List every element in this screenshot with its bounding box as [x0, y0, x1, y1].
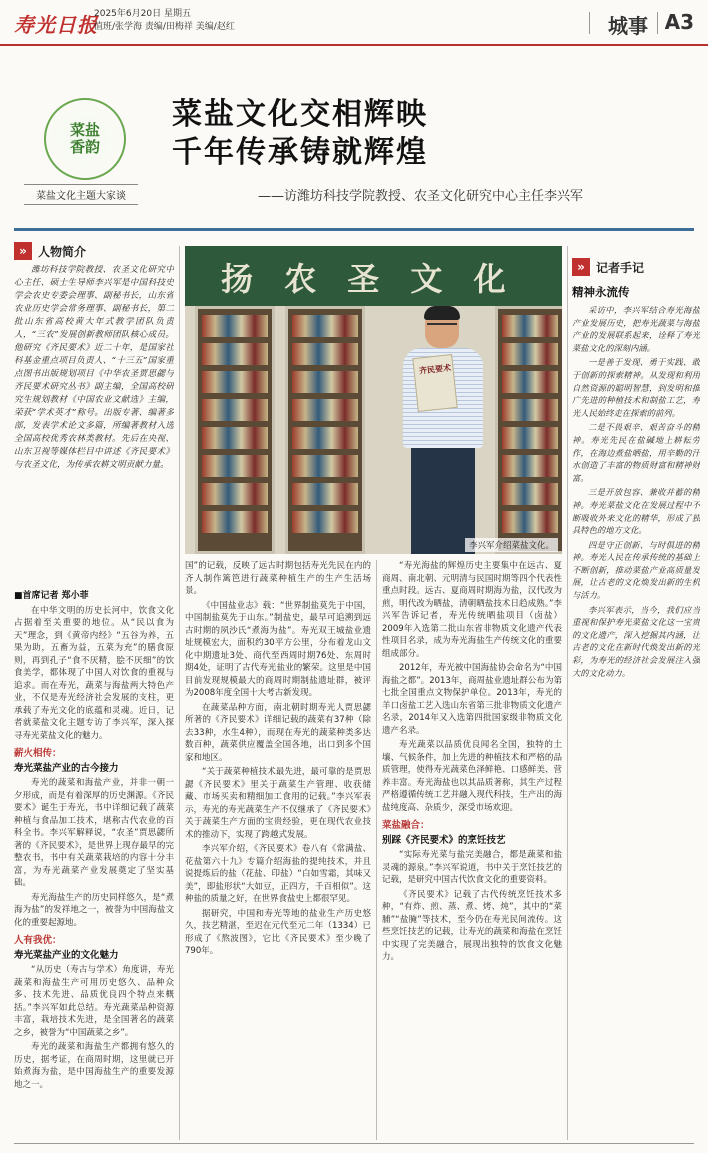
wall-banner-text: 扬 农 圣 文 化 [221, 260, 516, 298]
date-text: 2025年6月20日 星期五 [94, 9, 191, 19]
headline [172, 96, 612, 172]
masthead-divider [589, 12, 590, 34]
section-paragraph: 寿光的蔬菜和海盐产业，并非一朝一夕形成，而是有着深厚的历史渊源。《齐民要术》诞生于寿光，书中详细记载了蔬菜种植与食品加工技术，堪称古代农业的百科全书。李兴军解释说，“农圣”贾思勰所著的《齐民要术》，是世界上现存最早的完整农书，书中有关蔬菜栽培的内容十分丰富，为寿光蔬菜产业发展奠定了坚实基础。 [14, 778, 174, 888]
badge-emblem [44, 98, 126, 180]
article-paragraph: “关于蔬菜种植技术最先进，最可靠的是贾思勰《齐民要术》里关于蔬菜生产管理、收获储藏、市场买卖和精细加工食用的记载。”李兴军表示，寿光的寿光蔬菜生产不仅继承了《齐民要术》关于蔬菜生产方面的宝贵经验，更在现代农业技术的推动下，实现了跨越式发展。 [185, 767, 371, 840]
badge-char: 香韵 [69, 138, 101, 156]
article-paragraph: 2012年，寿光被中国海盐协会命名为“中国海盐之都”。2013年，商周盐业遗址群公布为第七批全国重点文物保护单位。2013年，寿光的羊口卤盐工艺入选山东省第三批非物质文化遗产名录，2014年又入选第四批国家级非物质文化遗产名录。 [382, 663, 562, 736]
notes-text [572, 304, 700, 1149]
headline-line: 千年传承铸就辉煌 [172, 135, 428, 170]
article-paragraph: 寿光蔬菜以品质优良闻名全国，独特的土壤、气候条件，加上先进的种植技术和严格的品质管理，使得寿光蔬菜色泽鲜艳、口感鲜美、营养丰富。寿光海盐也以其品质著称，其生产过程严格遵循传统工艺并融入现代科技，生产出的海盐纯度高、杂质少，深受市场欢迎。 [382, 740, 562, 813]
article-paragraph: 在蔬菜品种方面，南北朝时期寿光人贾思勰所著的《齐民要术》详细记载的蔬菜有37种（除去33种，水生4种），而现在寿光的蔬菜种类多达数百种，蔬菜供应覆盖全国各地，出口到多个国家和地区。 [185, 702, 371, 763]
section-paragraph: “从历史（寿古与学术）角度讲，寿光蔬菜和海盐生产可用历史悠久、品种众多、技术先进、品质优良四个特点来概括。”李兴军如此总结。寿光蔬菜品种资源丰富，栽培技术先进，是全国著名的蔬菜之乡，被誉为“中国蔬菜之乡”。 [14, 965, 174, 1038]
photo-caption: 李兴军介绍菜盐文化。 [465, 538, 558, 552]
column-divider [376, 560, 377, 1140]
profile-paragraph: 潍坊科技学院教授、农圣文化研究中心主任、硕士生导师李兴军是中国科技史学会农史专委会理事、副秘书长，山东省农业历史学会常务理事、副秘书长，第二批山东省高校黄大年式教学团队负责人，“三农”发展创新教师团队核心成员。他研究《齐民要术》近二十年，是国家社科基金重点项目负责人、“十三五”国家重点图书出版规划项目《中华农圣贾思勰与齐民要术研究丛书》副主编，全国高校研究生规划教材《中国农业文献选》主编，荣获“学术英才”称号。出版专著、编著多部，发表学术论文多篇，所编著教材入选全国高校优秀农林类教材。先后在央视、山东卫视等媒体栏目中讲述《齐民要术》与农圣文化，为传承农耕文明贡献力量。 [14, 265, 174, 470]
bookshelf [285, 306, 365, 554]
column-divider [179, 246, 180, 1140]
section-label: 薪火相传： [14, 748, 62, 759]
notes-kicker [572, 258, 700, 276]
section-paragraph: 《齐民要术》记载了古代传统烹饪技术多种，“有炸、煎、蒸、煮、烤、炖”，其中的“菜脯”“盐腌”等技术，至今仍在寿光民间流传。这些烹饪技艺的记载，让寿光的蔬菜和海盐在烹饪中实现了完美融合，展现出独特的饮食文化魅力。 [382, 889, 562, 962]
dateline [94, 8, 235, 34]
notes-paragraph: 四是守正创新、与时俱进的精神。寿光人民在传承传统的基础上不断创新，推动菜盐产业高质量发展，让古老的文化焕发出新的生机与活力。 [572, 539, 700, 601]
headline-rule [14, 228, 694, 231]
section-paragraph: “实际寿光菜与盐完美融合，都是蔬菜和盐灵魂的源泉。”李兴军说道，书中关于烹饪技艺的记载，是研究中国古代饮食文化的重要资料。 [382, 850, 562, 885]
subhead: ——访潍坊科技学院教授、农圣文化研究中心主任李兴军 [258, 189, 584, 204]
bookshelf [495, 306, 562, 554]
notes-title: 精神永流传 [572, 285, 630, 299]
chevron-tag-icon: » [14, 242, 32, 260]
intro-paragraph: 在中华文明的历史长河中，饮食文化占据着至关重要的地位。从“民以食为天”理念，到《黄帝内经》“五谷为养，五果为助，五畜为益，五菜为充”的膳食原则，再到孔子“食不厌精，脍不厌细”的饮食美学，都体现了中国人对饮食的重视与追求。而在寿光，蔬菜与海盐两大特色产业，不仅是寿光经济社会发展的支柱，更承载了寿光文化的底蕴和灵魂。近日，记者就菜盐文化主题专访了李兴军，深入探寻寿光菜盐文化的魅力。 [14, 605, 174, 741]
section-title: 寿光菜盐产业的古今接力 [14, 762, 119, 774]
notes-paragraph: 李兴军表示，当今，我们应当重视和保护寿光菜盐文化这一宝贵的文化遗产，深入挖掘其内涵，让古老的文化在新时代焕发出新的光彩，为寿光的经济社会发展注入强大的文化动力。 [572, 604, 700, 678]
profile-kicker [14, 242, 86, 260]
section-name: 城事 [608, 14, 648, 38]
interviewee-figure [397, 308, 487, 554]
reporter-notes [572, 258, 700, 1149]
masthead [0, 0, 708, 46]
badge-caption: 菜盐文化主题大家谈 [24, 184, 138, 205]
column-badge [24, 98, 138, 205]
article-paragraph: 据研究，中国和寿光等地的盐业生产历史悠久，技艺精湛，至迟在元代至元二年（1334）已形成了《熬波图》，它比《齐民要术》至少晚了790年。 [185, 908, 371, 956]
section-title: 寿光菜盐产业的文化魅力 [14, 949, 119, 961]
kicker-label: 人物简介 [38, 244, 87, 259]
masthead-divider [657, 12, 658, 34]
chevron-tag-icon: » [572, 258, 590, 276]
column-divider [567, 246, 568, 1140]
profile-text [14, 264, 174, 582]
section-label: 人有我优： [14, 935, 62, 946]
middle-article-column [185, 560, 371, 1140]
book-title: 齐民要术 [418, 363, 452, 376]
notes-paragraph: 三是开放包容、兼收并蓄的精神。寿光菜盐文化在发展过程中不断吸收外来文化的精华，形成了独具特色的地方文化。 [572, 487, 700, 536]
notes-paragraph: 一是善于发现、勇于实践、敢于创新的探索精神。从发现和利用自然资源的聪明智慧，到发明和推广先进的种植技术和制盐工艺，寿光人民始终走在探索的前列。 [572, 357, 700, 418]
bookshelf [195, 306, 275, 554]
badge-char: 菜盐 [69, 121, 101, 139]
book-icon [412, 354, 457, 412]
lower-article-column [382, 560, 562, 1140]
headline-line: 菜盐文化交相辉映 [172, 97, 428, 132]
article-paragraph: “寿光海盐的辉煌历史主要集中在远古、夏商周、南北朝、元明清与民国时期等四个代表性重点时段。远古、夏商周时期海为盐，汉代改为煎，明代改为晒盐，清朝晒盐技术日趋成熟。”李兴军告诉记者，寿光传统晒盐项目（卤盐）2009年入选第二批山东省非物质文化遗产代表性项目名录，成为寿光海盐生产传统文化的重要组成部分。 [382, 561, 562, 659]
staff-text: 值班/张学海 责编/田梅祥 美编/赵红 [94, 22, 235, 32]
article-paragraph: 《中国盐业志》载：“世界制盐莫先于中国，中国制盐莫先于山东。”制盐史，最早可追溯到远古时期的夙沙氏“煮海为盐”。寿光双王城盐业遗址规模宏大，面积约30平方公里，分布着龙山文化中期遗址3处、商代至西周时期76处、东周时期4处，证明了古代寿光盐业的繁荣。这里是中国目前发现规模最大的商周时期制盐遗址群，被评为2008年度全国十大考古新发现。 [185, 600, 371, 698]
section-paragraph: 寿光的蔬菜和海盐生产都拥有悠久的历史，据考证，在商周时期，这里就已开始煮海为盐，是中国海盐生产的重要发源地之一。 [14, 1042, 174, 1090]
notes-paragraph: 二是不畏艰辛、艰苦奋斗的精神。寿光先民在盐碱地上耕耘劳作，在海边煮盐晒盐，用辛勤的汗水创造了丰富的物质财富和精神财富。 [572, 422, 700, 483]
footer-rule [14, 1143, 694, 1144]
notes-paragraph: 采访中，李兴军结合寿光海盐产业发展历史，把寿光蔬菜与海盐产业的发展联系起来，诠释了寿光菜盐文化的深刻内涵。 [572, 305, 700, 353]
left-article-column [14, 584, 174, 1140]
article-paragraph: 李兴军介绍，《齐民要术》卷八有《常满盐、花盐第六十九》专篇介绍海盐的提纯技术，并且说提炼后的盐（花盐、印盐）“白如雪霜，其味又美”，即盐形状“大如豆，正四方，千百相似”。这种盐的质量之好，在世界食盐史上都很罕见。 [185, 844, 371, 904]
section-paragraph: 寿光海盐生产的历史同样悠久，是“煮海为盐”的发祥地之一，被誉为中国海盐文化的重要起源地。 [14, 892, 174, 928]
section-title: 别踩《齐民要术》的烹饪技艺 [382, 834, 506, 846]
article-paragraph: 国”的记载，反映了远古时期包括寿光先民在内的齐人制作篱笆进行蔬菜种植生产的生产生活场景。 [185, 561, 371, 596]
article-photo [185, 246, 562, 554]
section-label: 菜盐融合： [382, 820, 430, 831]
kicker-label: 记者手记 [596, 260, 645, 275]
byline: ■首席记者 郑小菲 [14, 591, 89, 601]
newspaper-logo: 寿光日报 [14, 13, 98, 37]
page-number: A3 [664, 10, 694, 34]
